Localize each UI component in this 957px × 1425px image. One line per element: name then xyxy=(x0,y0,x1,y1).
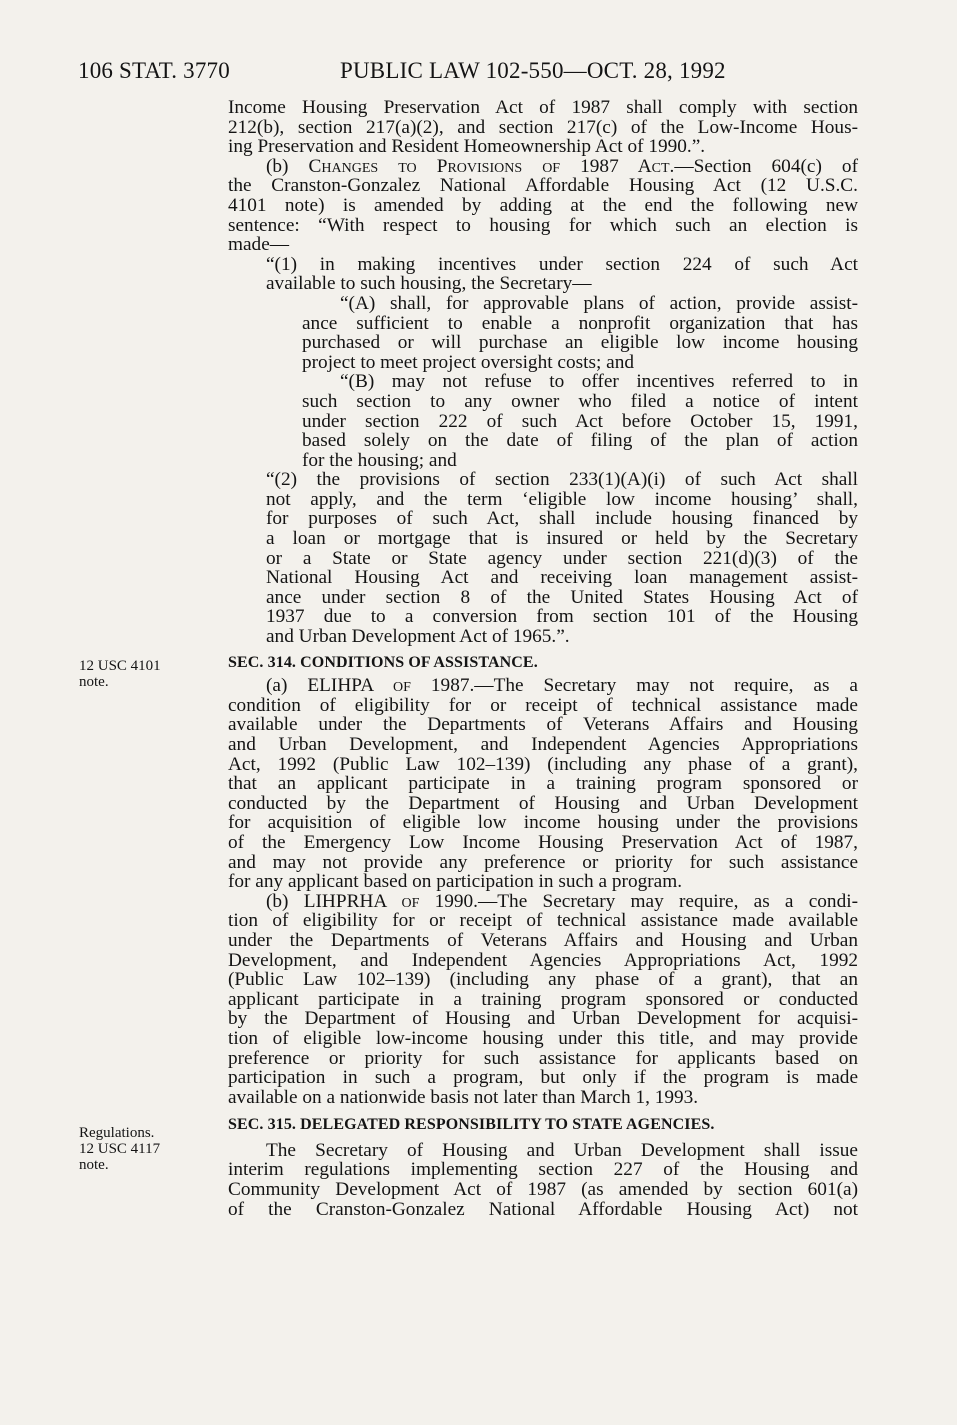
paragraph-1: “(1) in making incentives under section 224 of such Act available to such housing, the Secretary— xyxy=(266,253,858,295)
paragraph-b-lihprha: (b) LIHPRHA of 1990.—The Secretary may require, as a condi- tion of eligibility for or receipt of technical assistance made available under the Departments of Veterans Affairs and Housing and Urban Development, and Independent Agencies Appropriations Act, 1992 (Public Law 102–139) (including any phase of a grant), that an applicant participate in a training program sponsored or conducted by the Department of Housing and Urban Development for acquisi- tion of eligible low-income housing under this title, and may provide preference or priority for such assistance for applicants based on participation in such a program, but only if the program is made available on a nationwide basis not later than March 1, 1993. xyxy=(228,890,858,1108)
paragraph-b-changes: (b) Changes to Provisions of 1987 Act.—Section 604(c) of the Cranston-Gonzalez National Affordable Housing Act (12 U.S.C. 4101 note) is amended by adding at the end the following new sentence: “With respect to housing for which such an election is made— xyxy=(228,155,858,256)
margin-note-regulations: Regulations. 12 USC 4117 note. xyxy=(79,1125,161,1173)
stat-citation: 106 STAT. 3770 xyxy=(78,58,230,83)
paragraph-section-315: The Secretary of Housing and Urban Development shall issue interim regulations implementing section 227 of the Housing and Community Development Act of 1987 (as amended by section 601(a) of the Cranston-Gonzalez National Affordable Housing Act) not xyxy=(228,1139,858,1220)
paragraph-1-A: “(A) shall, for approvable plans of action, provide assist- ance sufficient to enable a nonprofit organization that has purchased or will purchase an eligible low income housing project to meet project oversight costs; and xyxy=(302,292,858,373)
paragraph-1-B: “(B) may not refuse to offer incentives referred to in such section to any owner who filed a notice of intent under section 222 of such Act before October 15, 1991, based solely on the date of filing of the plan of action for the housing; and xyxy=(302,371,858,471)
paragraph-a-elihpa: (a) ELIHPA of 1987.—The Secretary may not require, as a condition of eligibility for or receipt of technical assistance made available under the Departments of Veterans Affairs and Housing and Urban Development, and Independent Agencies Appropriations Act, 1992 (Public Law 102–139) (including any phase of a grant), that an applicant participate in a training program sponsored or conducted by the Department of Housing and Urban Development for acquisition of eligible low income housing under the provisions of the Emergency Low Income Housing Preservation Act of 1987, and may not provide any preference or priority for such assistance for any applicant based on participation in such a program. xyxy=(228,675,858,893)
paragraph-2: “(2) the provisions of section 233(1)(A)(i) of such Act shall not apply, and the term ‘eligible low income housing’ shall, for purposes of such Act, shall include housing financed by a loan or mortgage that is insured or held by the Secretary or a State or State agency under section 221(d)(3) of the National Housing Act and receiving loan management assist- ance under section 8 of the United States Housing Act of 1937 due to a conversion from section 101 of the Housing and Urban Development Act of 1965.”. xyxy=(266,469,858,648)
section-315-heading: SEC. 315. DELEGATED RESPONSIBILITY TO STATE AGENCIES. xyxy=(228,1116,715,1134)
statute-body xyxy=(228,98,858,1219)
paragraph-continuation: Income Housing Preservation Act of 1987 shall comply with section 212(b), section 217(a)(2), and section 217(c) of the Low-Income Hous- ing Preservation and Resident Homeownership Act of 1990.”. xyxy=(228,97,858,158)
page-header xyxy=(78,58,738,88)
margin-note-usc-4101: 12 USC 4101 note. xyxy=(79,658,161,690)
section-314-heading: SEC. 314. CONDITIONS OF ASSISTANCE. xyxy=(228,653,538,671)
law-title: PUBLIC LAW 102-550—OCT. 28, 1992 xyxy=(340,58,726,83)
